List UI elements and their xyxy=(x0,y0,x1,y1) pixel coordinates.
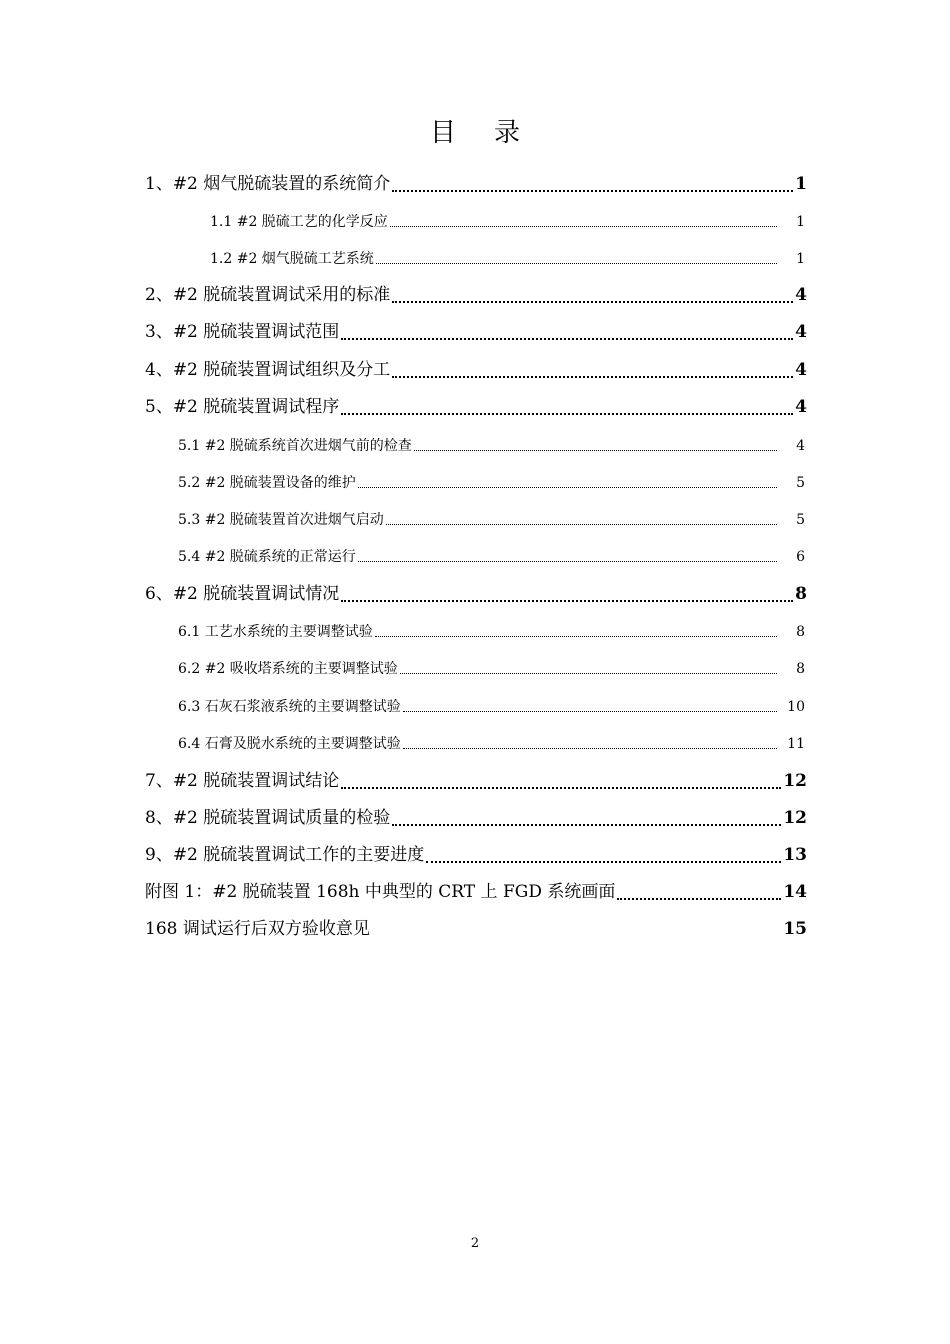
toc-entry-label: 5.1 #2 脱硫系统首次进烟气前的检查 xyxy=(178,438,412,454)
toc-entry-page: 12 xyxy=(783,808,807,828)
toc-entry-page: 15 xyxy=(783,919,807,939)
toc-entry-appendix[interactable] xyxy=(145,880,807,904)
toc-entry-page: 1 xyxy=(796,214,805,230)
toc-entry-label: 5.4 #2 脱硫系统的正常运行 xyxy=(178,549,356,565)
toc-entry-label: 6.2 #2 吸收塔系统的主要调整试验 xyxy=(178,661,398,677)
toc-entry-label: 9、#2 脱硫装置调试工作的主要进度 xyxy=(145,845,425,865)
toc-entry-6-4[interactable] xyxy=(178,734,805,754)
toc-entry-label: 1.2 #2 烟气脱硫工艺系统 xyxy=(210,251,374,267)
toc-entry-label: 6、#2 脱硫装置调试情况 xyxy=(145,584,340,604)
toc-leader xyxy=(403,711,777,712)
toc-entry-6-1[interactable] xyxy=(178,622,805,642)
toc-leader xyxy=(358,487,777,488)
toc-leader xyxy=(375,636,777,637)
toc-entry-label: 8、#2 脱硫装置调试质量的检验 xyxy=(145,808,391,828)
toc-entry-5[interactable] xyxy=(145,395,807,419)
toc-entry-page: 6 xyxy=(796,549,805,565)
toc-leader xyxy=(392,376,793,378)
toc-entry-label: 1.1 #2 脱硫工艺的化学反应 xyxy=(210,214,388,230)
toc-entry-page: 11 xyxy=(787,736,805,752)
toc-entry-1-1[interactable] xyxy=(210,212,805,232)
toc-entry-label: 3、#2 脱硫装置调试范围 xyxy=(145,322,340,342)
toc-leader xyxy=(376,263,777,264)
toc-leader xyxy=(392,301,793,303)
page-title: 目录 xyxy=(429,118,558,148)
toc-entry-label: 5、#2 脱硫装置调试程序 xyxy=(145,397,340,417)
toc-entry-acceptance[interactable] xyxy=(145,917,807,941)
toc-entry-page: 1 xyxy=(796,251,805,267)
toc-entry-2[interactable] xyxy=(145,283,807,307)
toc-entry-page: 4 xyxy=(795,285,807,305)
toc-leader xyxy=(617,898,781,900)
toc-entry-7[interactable] xyxy=(145,769,807,793)
toc-entry-page: 8 xyxy=(796,661,805,677)
toc-entry-label: 7、#2 脱硫装置调试结论 xyxy=(145,771,340,791)
toc-leader xyxy=(426,861,781,863)
toc-entry-page: 1 xyxy=(795,174,807,194)
toc-leader xyxy=(341,338,793,340)
toc-entry-8[interactable] xyxy=(145,806,807,830)
toc-entry-page: 12 xyxy=(783,771,807,791)
toc-entry-page: 13 xyxy=(783,845,807,865)
toc-entry-5-4[interactable] xyxy=(178,547,805,567)
toc-leader xyxy=(341,413,793,415)
toc-entry-page: 8 xyxy=(795,584,807,604)
toc-entry-page: 5 xyxy=(796,475,805,491)
toc-entry-label: 168 调试运行后双方验收意见 xyxy=(145,919,370,939)
toc-entry-label: 4、#2 脱硫装置调试组织及分工 xyxy=(145,360,391,380)
toc-entry-page: 14 xyxy=(783,882,807,902)
toc-entry-1[interactable] xyxy=(145,172,807,196)
toc-leader xyxy=(400,673,777,674)
toc-entry-label: 1、#2 烟气脱硫装置的系统简介 xyxy=(145,174,391,194)
toc-entry-6-3[interactable] xyxy=(178,697,805,717)
toc-entry-9[interactable] xyxy=(145,843,807,867)
toc-entry-page: 8 xyxy=(796,624,805,640)
toc-leader xyxy=(403,748,777,749)
toc-entry-label: 6.4 石膏及脱水系统的主要调整试验 xyxy=(178,736,401,752)
toc-entry-5-3[interactable] xyxy=(178,510,805,530)
toc-entry-5-2[interactable] xyxy=(178,473,805,493)
toc-leader xyxy=(390,226,777,227)
toc-entry-page: 10 xyxy=(787,699,805,715)
toc-entry-label: 5.2 #2 脱硫装置设备的维护 xyxy=(178,475,356,491)
toc-entry-4[interactable] xyxy=(145,358,807,382)
page-number: 2 xyxy=(470,1236,480,1251)
toc-entry-page: 4 xyxy=(795,397,807,417)
toc-leader xyxy=(341,600,793,602)
toc-entry-6[interactable] xyxy=(145,582,807,606)
toc-entry-5-1[interactable] xyxy=(178,436,805,456)
toc-entry-3[interactable] xyxy=(145,320,807,344)
toc-entry-label: 6.1 工艺水系统的主要调整试验 xyxy=(178,624,373,640)
toc-entry-label: 5.3 #2 脱硫装置首次进烟气启动 xyxy=(178,512,384,528)
toc-entry-label: 附图 1：#2 脱硫装置 168h 中典型的 CRT 上 FGD 系统画面 xyxy=(145,882,616,902)
toc-leader xyxy=(392,190,793,192)
toc-entry-page: 4 xyxy=(795,322,807,342)
toc-entry-page: 4 xyxy=(795,360,807,380)
toc-leader xyxy=(414,450,777,451)
toc-entry-page: 5 xyxy=(796,512,805,528)
toc-entry-6-2[interactable] xyxy=(178,659,805,679)
toc-entry-1-2[interactable] xyxy=(210,249,805,269)
toc-entry-label: 6.3 石灰石浆液系统的主要调整试验 xyxy=(178,699,401,715)
toc-leader xyxy=(341,787,781,789)
toc-entry-page: 4 xyxy=(796,438,805,454)
toc-leader xyxy=(386,524,777,525)
toc-leader xyxy=(392,824,781,826)
toc-leader xyxy=(358,561,777,562)
toc-entry-label: 2、#2 脱硫装置调试采用的标准 xyxy=(145,285,391,305)
